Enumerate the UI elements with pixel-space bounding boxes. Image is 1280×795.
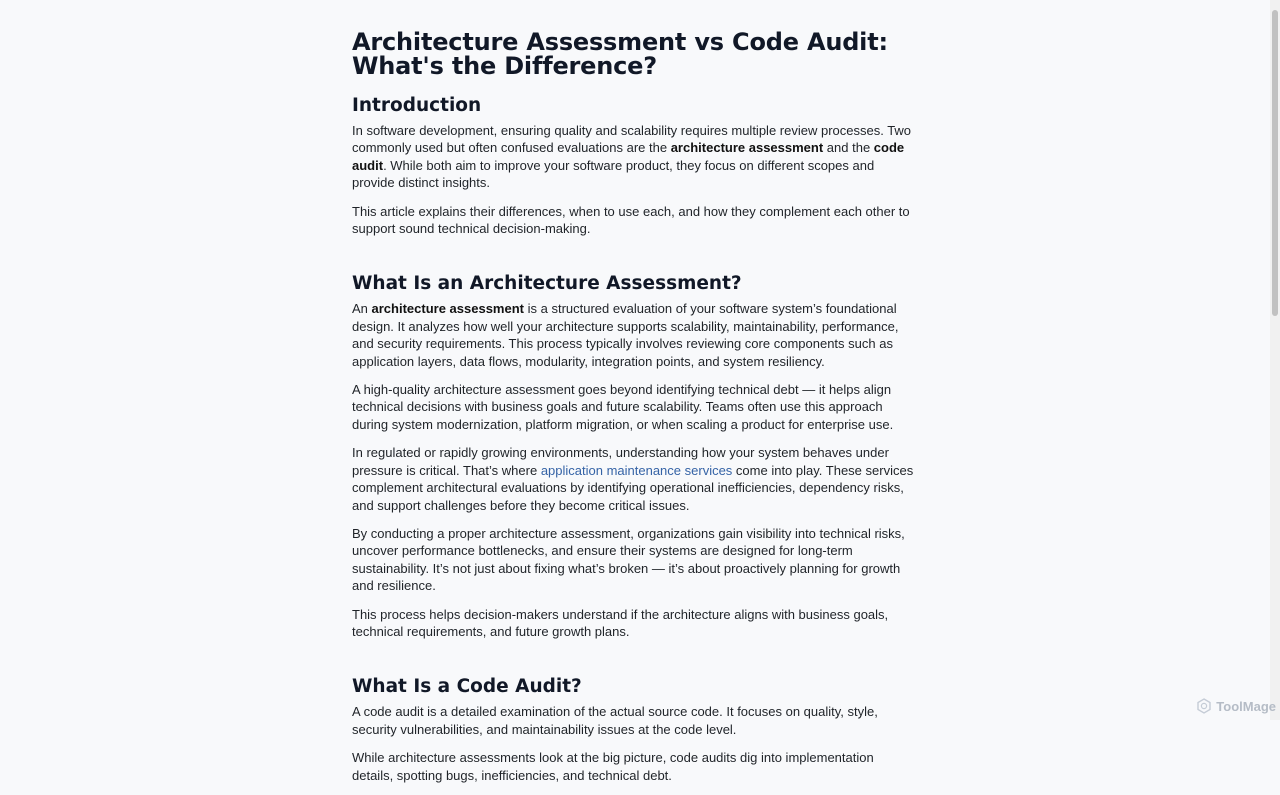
arch-paragraph-3-text-a: In regulated or rapidly growing environments, understanding how your system behaves under pressure is critical. That’s where (352, 445, 889, 478)
arch-paragraph-3-text-b: come into play. These services complement architectural evaluations by identifying operational inefficiencies, dependency risks, and support challenges before they become critical issues. (352, 462, 914, 513)
audit-paragraph-2: While architecture assessments look at the big picture, code audits dig into implementation details, spotting bugs, inefficiencies, and technical debt. (352, 750, 874, 783)
bold-term: architecture assessment (371, 301, 524, 317)
intro-paragraph-2: This article explains their differences, when to use each, and how they complement each other to support sound technical decision-making. (352, 203, 910, 237)
bold-term: code audit (352, 140, 905, 173)
text-run: . While both aim to improve your software product, they focus on different scopes and provide distinct insights. (352, 157, 875, 191)
audit-paragraph-1: A code audit is a detailed examination of the actual source code. It focuses on quality, style, security vulnerabilities, and maintainability issues at the code level. (352, 704, 878, 737)
page-title: Architecture Assessment vs Code Audit: What's the Difference? (352, 28, 888, 80)
section-heading-introduction: Introduction (352, 95, 482, 116)
article (352, 30, 918, 795)
arch-paragraph-2: A high-quality architecture assessment goes beyond identifying technical debt — it helps align technical decisions with business goals and future scalability. Teams often use this approach during system modernization, platform migration, or when scaling a product for enterprise use. (352, 382, 894, 432)
intro-paragraph-1 (352, 122, 918, 192)
watermark (1196, 698, 1276, 714)
text-run: and the (823, 140, 874, 156)
vertical-scrollbar[interactable] (1270, 0, 1280, 720)
bold-term: architecture assessment (670, 140, 824, 156)
text-run: is a structured evaluation of your software system’s foundational design. It analyzes how well your architecture supports scalability, maintainability, performance, and security requirements. This process typically involves reviewing core components such as application layers, data flows, modularity, integration points, and system resiliency. (352, 301, 899, 369)
section-heading-architecture-assessment: What Is an Architecture Assessment? (352, 273, 742, 295)
text-run: An (352, 301, 372, 317)
section-heading-code-audit: What Is a Code Audit? (352, 676, 582, 698)
arch-paragraph-3 (352, 444, 918, 514)
application-maintenance-services-link[interactable]: application maintenance services (540, 462, 733, 478)
arch-paragraph-5: This process helps decision-makers understand if the architecture aligns with business goals, technical requirements, and future growth plans. (352, 606, 889, 639)
text-run: In software development, ensuring quality and scalability requires multiple review processes. Two commonly used but often confused evaluations are the (352, 123, 912, 156)
watermark-text: ToolMage (1216, 698, 1276, 714)
arch-paragraph-4: By conducting a proper architecture assessment, organizations gain visibility into technical risks, uncover performance bottlenecks, and ensure their systems are designed for long-term sustainability. It’s not just about fixing what’s broken — it’s about proactively planning for growth and resilience. (352, 525, 905, 594)
scrollbar-thumb[interactable] (1272, 10, 1278, 316)
arch-paragraph-1 (352, 300, 918, 370)
toolmage-logo-icon (1196, 698, 1212, 714)
